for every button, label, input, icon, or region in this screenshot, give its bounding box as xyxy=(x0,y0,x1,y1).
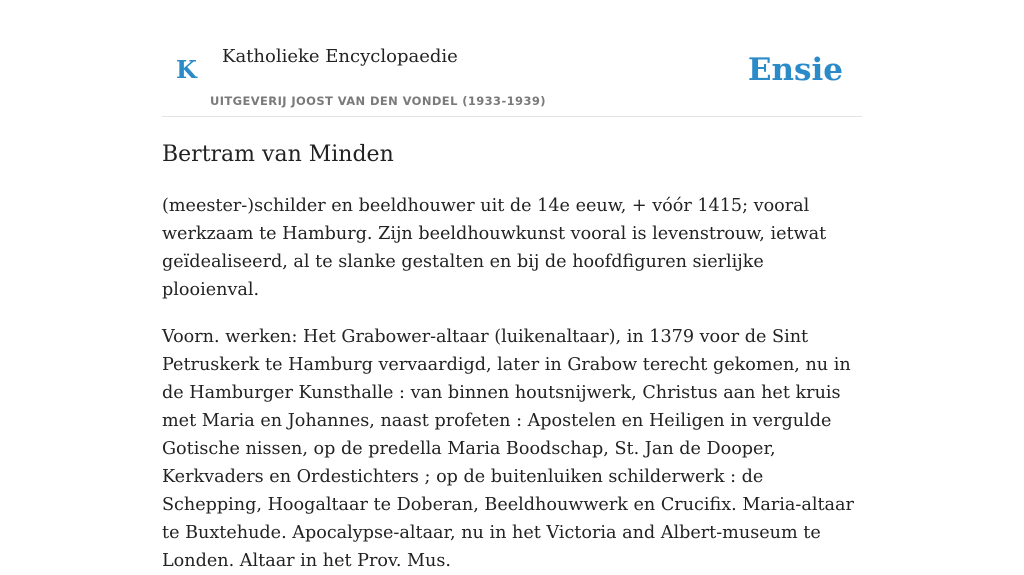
article-paragraph: (meester-)schilder en beeldhouwer uit de 14e eeuw, + vóór 1415; vooral werkzaam te Hamburg. Zijn beeldhouwkunst vooral is levenstrouw, ietwat geïdealiseerd, al te slanke gestalten en bij de hoofdfiguren sierlijke plooienval. xyxy=(162,196,827,300)
article xyxy=(162,138,862,575)
article-title: Bertram van Minden xyxy=(162,142,394,167)
article-paragraph: Voorn. werken: Het Grabower-altaar (luikenaltaar), in 1379 voor de Sint Petruskerk te Hamburg vervaardigd, later in Grabow terecht gekomen, nu in de Hamburger Kunsthalle : van binnen houtsnijwerk, Christus aan het kruis met Maria en Johannes, naast profeten : Apostelen en Heiligen in vergulde Gotische nissen, op de predella Maria Boodschap, St. Jan de Dooper, Kerkvaders en Ordestichters ; op de buitenluiken schilderwerk : de Schepping, Hoogaltaar te Doberan, Beeldhouwwerk en Crucifix. Maria-altaar te Buxtehude. Apocalypse-altaar, nu in het Victoria and Albert-museum te Londen. Altaar in het Prov. Mus. xyxy=(162,327,854,571)
ensie-logo[interactable]: Ensie xyxy=(747,52,843,88)
publication-title[interactable]: Katholieke Encyclopaedie xyxy=(222,46,458,67)
publication-subtitle: UITGEVERIJ JOOST VAN DEN VONDEL (1933-1939) xyxy=(210,94,546,108)
encyclopedia-logo[interactable]: K xyxy=(176,55,197,84)
site-header xyxy=(162,0,862,117)
